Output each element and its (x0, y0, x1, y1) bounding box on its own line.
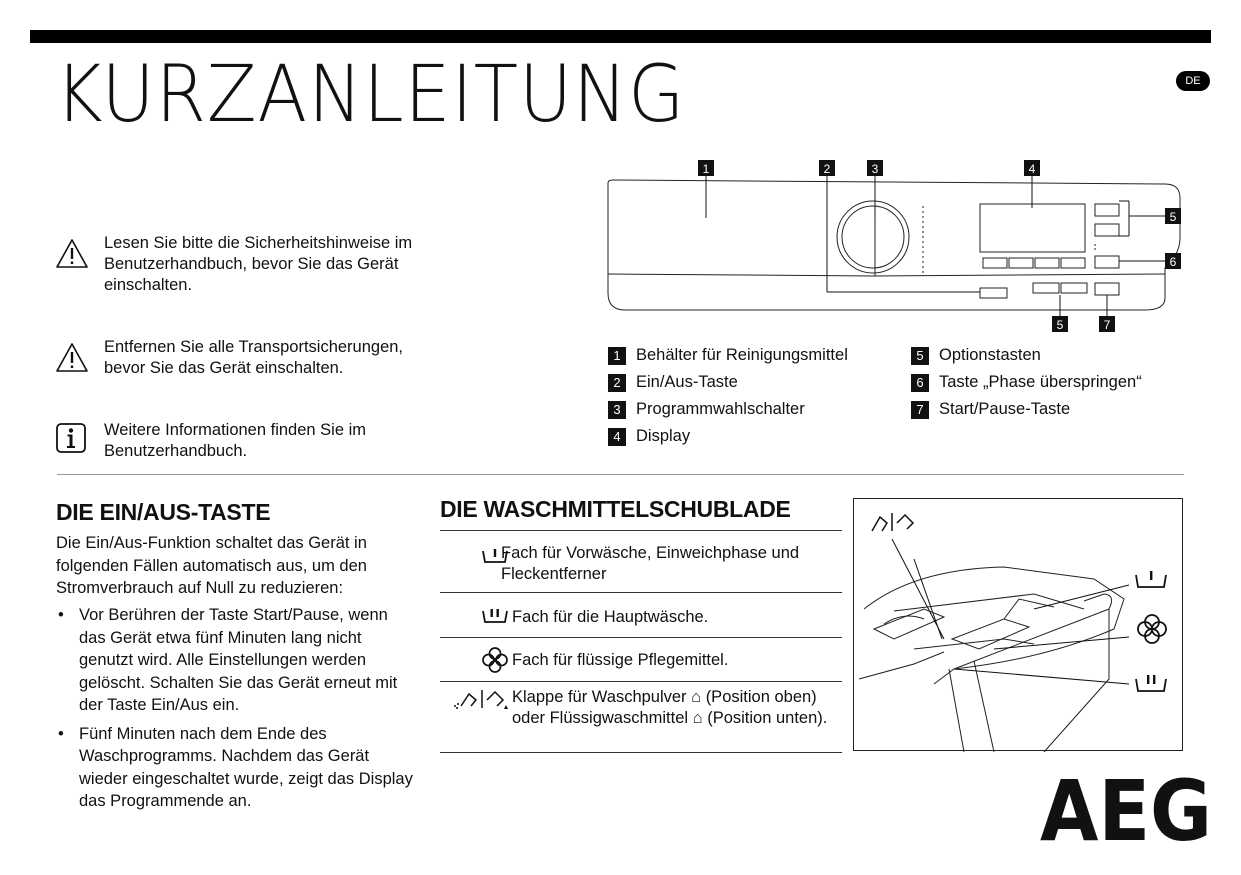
info-note (55, 420, 425, 464)
bullet-item: • Fünf Minuten nach dem Ende des Waschprogramms. Nachdem das Gerät wieder eingeschaltet wurde, zeigt das Display das Programmende an. (56, 723, 416, 813)
onoff-heading: DIE EIN/AUS-TASTE (56, 499, 271, 525)
warning-icon (55, 341, 89, 375)
panel-callout-5b: 5 (1056, 318, 1064, 332)
table-row: Fach für die Hauptwäsche. (440, 592, 842, 638)
svg-text:AEG: AEG (1040, 762, 1212, 860)
legend-item: 4 Display (608, 426, 690, 446)
table-row: Fach für Vorwäsche, Einweichphase und Fleckentferner (440, 530, 842, 593)
control-panel-illustration (605, 158, 1195, 338)
powder-liquid-flap-icon (446, 686, 516, 712)
section-divider (57, 474, 1184, 475)
note-text: Weitere Informationen finden Sie im Benutzerhandbuch. (104, 421, 366, 460)
table-row: Fach für flüssige Pflegemittel. (440, 637, 842, 682)
top-rule (30, 30, 1211, 43)
transport-note (55, 337, 425, 401)
drawer-flap-symbol (872, 513, 913, 531)
note-text: Entfernen Sie alle Transportsicherungen, bevor Sie das Gerät einschalten. (104, 338, 404, 377)
info-icon (55, 421, 89, 455)
panel-callout-5: 5 (1169, 210, 1177, 224)
warning-icon (55, 237, 89, 271)
table-row: Klappe für Waschpulver ⌂ (Position oben) oder Flüssigwaschmittel ⌂ (Position unten). (440, 681, 842, 753)
legend-item: 2 Ein/Aus-Taste (608, 372, 738, 392)
panel-callout-4: 4 (1028, 162, 1036, 176)
onoff-intro: Die Ein/Aus-Funktion schaltet das Gerät in folgenden Fällen automatisch aus, um den Stromverbrauch auf Null zu reduzieren: (56, 534, 367, 597)
legend-item: 5 Optionstasten (911, 345, 1041, 365)
drawer-heading: DIE WASCHMITTELSCHUBLADE (440, 496, 791, 522)
bullet-item: • Vor Berühren der Taste Start/Pause, wenn das Gerät etwa fünf Minuten lang nicht genutzt wird. Alle Einstellungen werden gelöscht. Schalten Sie das Gerät erneut mit der Taste Ein/Aus ein. (56, 604, 416, 717)
legend-item: 3 Programmwahlschalter (608, 399, 805, 419)
panel-callout-1: 1 (702, 162, 710, 176)
note-text: Lesen Sie bitte die Sicherheitshinweise im Benutzerhandbuch, bevor Sie das Gerät einschalten. (104, 234, 413, 294)
language-badge: DE (1176, 71, 1210, 91)
page-title: KURZANLEITUNG (55, 50, 686, 140)
panel-callout-7: 7 (1103, 318, 1111, 332)
onoff-bullets (56, 604, 416, 819)
legend-item: 6 Taste „Phase überspringen“ (911, 372, 1142, 392)
aeg-logo (1040, 762, 1212, 860)
legend-item: 1 Behälter für Reinigungsmittel (608, 345, 848, 365)
panel-callout-3: 3 (871, 162, 879, 176)
safety-note (55, 233, 425, 317)
panel-callout-6: 6 (1169, 255, 1177, 269)
panel-callout-2: 2 (823, 162, 831, 176)
legend-item: 7 Start/Pause-Taste (911, 399, 1070, 419)
panel-callout-markers (698, 160, 1181, 332)
detergent-drawer-illustration (853, 498, 1183, 751)
